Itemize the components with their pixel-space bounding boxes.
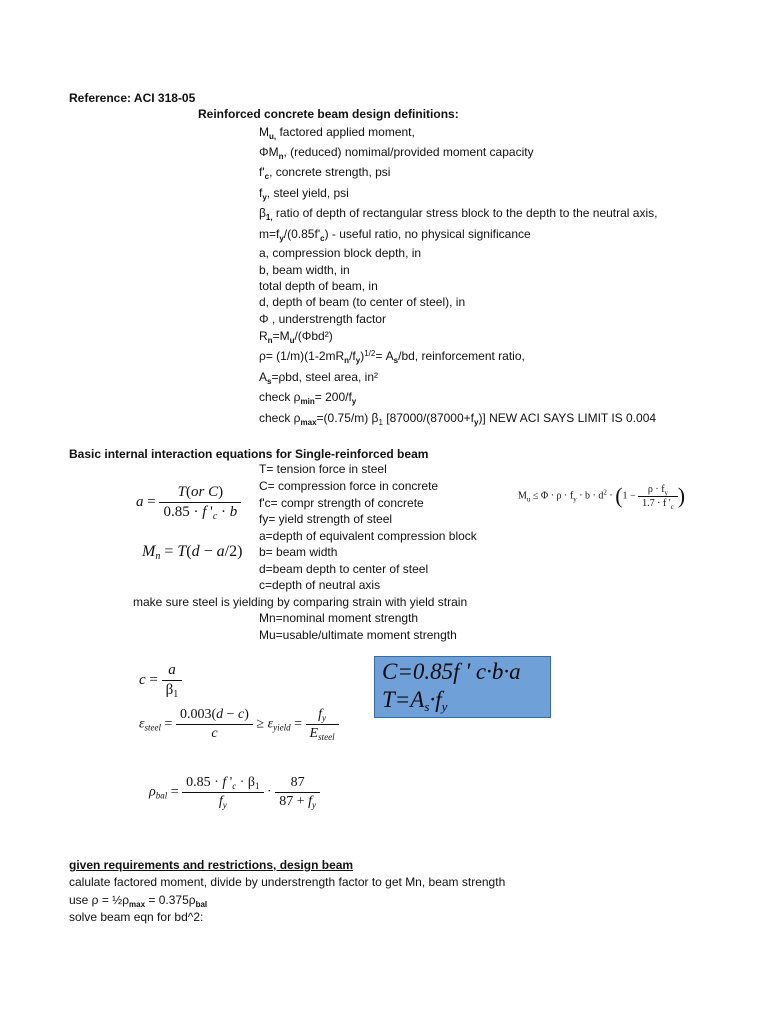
strain-note: make sure steel is yielding by comparing strain with yield strain	[133, 595, 468, 609]
term-mn: Mn=nominal moment strength	[259, 611, 419, 625]
force-equations-box	[374, 656, 551, 718]
equation-c: c = $\frac{a}{\beta_1}$	[139, 662, 182, 699]
reference-line: Reference: ACI 318-05	[69, 91, 196, 105]
interaction-heading: Basic internal interaction equations for Single-reinforced beam	[69, 447, 429, 461]
def-total-depth: total depth of beam, in	[259, 279, 378, 293]
def-m: $m=f_y/(0.85f'_c)$ - useful ratio, no physical significance	[259, 227, 531, 243]
term-c: c=depth of neutral axis	[259, 578, 381, 592]
term-fc: f'c= compr strength of concrete	[259, 496, 424, 510]
term-mu: Mu=usable/ultimate moment strength	[259, 628, 457, 642]
design-line-3: solve beam eqn for bd^2:	[69, 910, 204, 924]
def-fy: $f_y$, steel yield, psi	[259, 186, 349, 202]
def-rho: $\rho= (1/m)(1-2mR_n/f_y)^{1/2}= A_s/bd$, reinforcement ratio,	[259, 349, 525, 365]
term-fy: fy= yield strength of steel	[259, 512, 393, 526]
equation-strain: $\varepsilon_{steel}$ = $\frac{0.003(d - c)}{c}$ ≥ $\varepsilon_{yield}$ = $\frac{f_y}{E_{steel}}$	[139, 707, 339, 742]
term-a: a=depth of equivalent compression block	[259, 529, 477, 543]
def-a: a, compression block depth, in	[259, 246, 422, 260]
definitions-heading: Reinforced concrete beam design definitions:	[198, 107, 459, 121]
def-check-min: check $\rho_{min}= 200/f_y$	[259, 390, 357, 406]
equation-mu: $M_u \le \Phi \cdot \rho \cdot f_y \cdot b \cdot d^2 \cdot (1$ − $\frac{\rho \cdot f_y}{1.7 \cdot f '_c}$ )	[518, 483, 686, 511]
equation-rho-bal: $\rho_{bal}$ = $\frac{0.85 \cdot f '_c \cdot \beta_1}{f_y}$ · $\frac{87}{87 + f_y}$	[149, 775, 320, 810]
box-tension-equation: $T=A_s\cdot f_y$	[382, 687, 448, 714]
def-d: d, depth of beam (to center of steel), in	[259, 295, 466, 309]
box-compression-equation: C=0.85f ' c·b·a	[382, 659, 521, 684]
def-check-max: check $\rho_{max}=(0.75/m)$ $\beta_1$ $[87000/(87000+f_y)]$ NEW ACI SAYS LIMIT IS 0.004	[259, 411, 657, 427]
design-line-2: use $\rho = \frac{1}{2}\rho_{max} = 0.375\rho_{bal}$	[69, 893, 208, 909]
def-rn: $R_n=M_u/(\Phi bd^2)$	[259, 329, 333, 345]
equation-a: a = $\frac{\text{T(or C)}}{0.85 \cdot f '_c \cdot b}$	[136, 484, 241, 521]
term-compression: C= compression force in concrete	[259, 479, 439, 493]
term-d: d=beam depth to center of steel	[259, 562, 429, 576]
def-phi: Φ , understrength factor	[259, 312, 386, 326]
equation-mn: $M_n = T(d - a/2)$	[142, 543, 243, 562]
def-phimn: $\Phi M_n$, (reduced) nomimal/provided moment capacity	[259, 145, 534, 161]
def-fc: $f'_c$, concrete strength, psi	[259, 165, 391, 181]
design-line-1: calulate factored moment, divide by understrength factor to get Mn, beam strength	[69, 875, 506, 889]
def-mu: $M_{u,}$ factored applied moment,	[259, 125, 415, 141]
def-b: b, beam width, in	[259, 263, 350, 277]
design-heading: given requirements and restrictions, design beam	[69, 858, 354, 872]
term-tension: T= tension force in steel	[259, 462, 387, 476]
def-beta: $\beta_{1,}$ ratio of depth of rectangular stress block to the depth to the neutral axis,	[259, 206, 658, 222]
term-b: b= beam width	[259, 545, 338, 559]
def-as: $A_s=\rho bd$, steel area, in²	[259, 370, 379, 386]
